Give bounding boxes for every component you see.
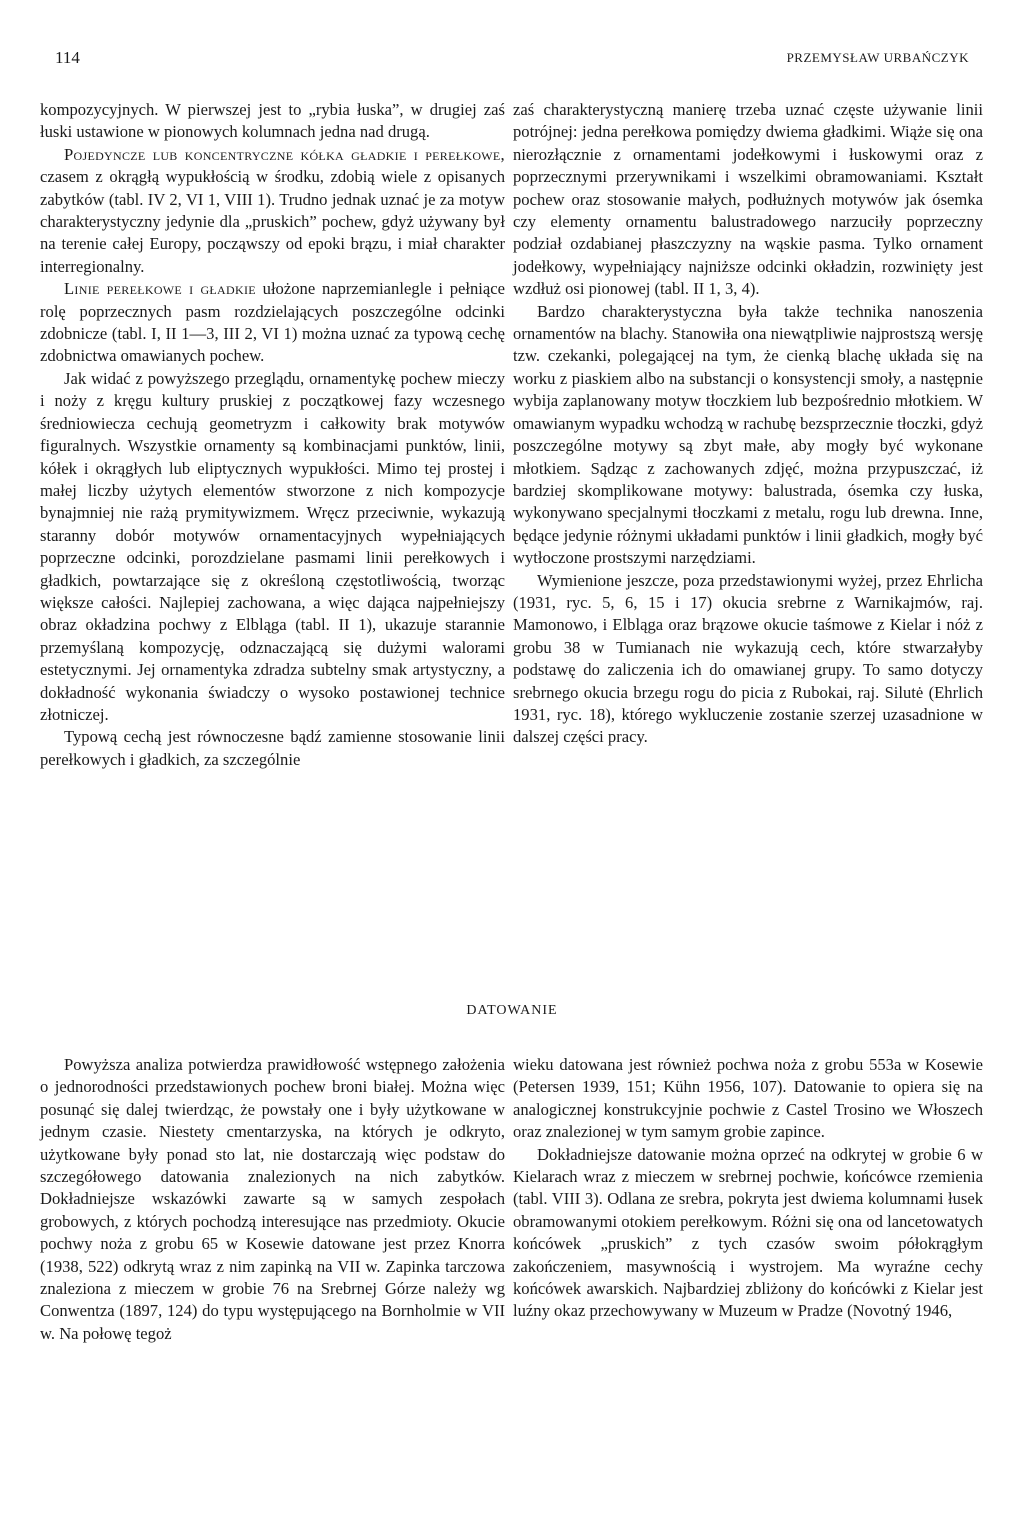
paragraph: Powyższa analiza potwierdza prawidłowość wstępnego założenia o jednorodności przedstawionych pochew broni białej. Można więc posunąć się dalej twierdząc, że powstały one i były użytkowane w jednym czasie. Niestety cmentarzyska, na których je odkryto, użytkowane były ponad sto lat, nie dostarczają więc podstaw do szczegółowego datowania znalezionych na nich zabytków. Dokładniejsze wskazówki zawarte są w samych zespołach grobowych, z których pochodzą interesujące nas przedmioty. Okucie pochwy noża z grobu 65 w Kosewie datowane jest przez Knorra (1938, 522) odkrytą wraz z nim zapinką na VII w. Zapinka tarczowa znaleziona z mieczem w grobie 76 na Srebrnej Górze należy wg Conwentza (1897, 124) do typu występującego na Bornholmie w VII w. Na połowę tegoż xyxy=(40,1055,505,1343)
paragraph xyxy=(40,278,505,368)
paragraph: Bardzo charakterystyczna była także technika nanoszenia ornamentów na blachy. Stanowiła ona niewątpliwie najprostszą wersję tzw. czekanki, polegającej na tym, że cienką blachę układa się na worku z piaskiem albo na substancji o konsystencji smoły, a następnie wybija zaplanowany motyw tłoczkiem lub bezpośrednio młotkiem. W omawianym wypadku wchodzą w rachubę bezsprzecznie tłoczki, gdyż poszczególne motywy są zbyt małe, aby mogły być wykonane młotkiem. Sądząc z zachowanych zdjęć, można przypuszczać, iż bardziej skomplikowane motywy: balustrada, ósemka czy łuska, wykonywano specjalnymi tłoczkami z metalu, rogu lub drewna. Inne, będące jedynie różnymi układami punktów i linii gładkich, mogły być wytłoczone prostszymi narzędziami. xyxy=(513,301,983,568)
paragraph: Typową cechą jest równoczesne bądź zamienne stosowanie linii perełkowych i gładkich, za szczególnie xyxy=(40,727,505,769)
paragraph: kompozycyjnych. W pierwszej jest to „rybia łuska”, w drugiej zaś łuski ustawione w pionowych kolumnach jedna nad drugą. xyxy=(40,100,505,142)
paragraph: Dokładniejsze datowanie można oprzeć na odkrytej w grobie 6 w Kielarach wraz z mieczem w srebrnej pochwie, końcówce rzemienia (tabl. VIII 3). Odlana ze srebra, pokryta jest dwiema kolumnami łusek obramowanymi otokiem perełkowym. Różni się ona od lancetowatych końcówek „pruskich” z tych czasów swoim półokrągłym zakończeniem, masywnością i wystrojem. Ma wyraźne cechy końcówek awarskich. Najbardziej zbliżony do końcówki z Kielar jest luźny okaz przechowywany w Muzeum w Pradze (Novotný 1946, xyxy=(513,1144,983,1321)
page-header xyxy=(55,48,969,72)
text-column-bottom-left xyxy=(40,1054,505,1345)
page-number: 114 xyxy=(55,48,80,67)
section-heading: DATOWANIE xyxy=(466,1003,558,1018)
paragraph-lead: Linie perełkowe i gładkie xyxy=(64,279,256,299)
paragraph xyxy=(40,144,505,278)
paragraph-text: ułożone naprzemianlegle i pełniące rolę poprzecznych pasm rozdzielających poszczególne odcinki zdobnicze (tabl. I, II 1—3, III 2, VI 1) można uznać za typową cechę zdobnictwa omawianych pochew. xyxy=(40,279,505,366)
paragraph: Jak widać z powyższego przeglądu, ornamentykę pochew mieczy i noży z kręgu kultury pruskiej z początkowej fazy wczesnego średniowiecza cechują geometryzm i całkowity brak motywów figuralnych. Wszystkie ornamenty są kombinacjami punktów, linii, kółek i okrągłych lub eliptycznych wypukłości. Mimo tej prostej i małej liczby użytych elementów stworzone z nich kompozycje bynajmniej nie rażą prymitywizmem. Wręcz przeciwnie, wykazują staranny dobór motywów ornamentacyjnych wypełniających poprzeczne odcinki, porozdzielane pasmami linii perełkowych i gładkich, powtarzające się z określoną częstotliwością, tworząc większe całości. Najlepiej zachowana, a więc dająca najpełniejszy obraz okładzina pochwy z Elbląga (tabl. II 1), ukazuje starannie przemyślaną kompozycję, odznaczającą się dużymi walorami estetycznymi. Jej ornamentyka zdradza subtelny smak artystyczny, a dokładność wykonania świadczy o wysoko postawionej technice złotniczej. xyxy=(40,368,505,724)
paragraph-text: czasem z okrągłą wypukłością w środku, zdobią wiele z opisanych zabytków (tabl. IV 2, VI 1, VIII 1). Trudno jednak uznać je za motyw charakterystyczny jedynie dla „pruskich” pochew, gdyż używany był na terenie całej Europy, począwszy od epoki brązu, i miał charakter interregionalny. xyxy=(40,167,505,276)
paragraph: wieku datowana jest również pochwa noża z grobu 553a w Kosewie (Petersen 1939, 151; Kühn 1956, 107). Datowanie to opiera się na analogicznej konstrukcyjnie pochwie z Castel Trosino we Włoszech oraz znalezionej w tym samym grobie zapince. xyxy=(513,1055,983,1142)
text-column-top-left xyxy=(40,99,505,771)
paragraph: Wymienione jeszcze, poza przedstawionymi wyżej, przez Ehrlicha (1931, ryc. 5, 6, 15 i 17) okucia srebrne z Warnikajmów, raj. Mamonowo, i Elbląga oraz brązowe okucie taśmowe z Kielar i nóż z grobu 38 w Tumianach nie wykazują cech, które stwarzałyby podstawę do zaliczenia ich do omawianej grupy. To samo dotyczy srebrnego okucia brzegu rogu do picia z Rubokai, raj. Silutė (Ehrlich 1931, ryc. 18), którego wykluczenie zostanie szerzej uzasadnione w dalszej części pracy. xyxy=(513,570,983,747)
text-column-top-right xyxy=(513,99,983,749)
running-head: PRZEMYSŁAW URBAŃCZYK xyxy=(786,50,969,65)
text-column-bottom-right xyxy=(513,1054,983,1323)
paragraph: zaś charakterystyczną manierę trzeba uznać częste używanie linii potrójnej: jedna perełkowa pomiędzy dwiema gładkimi. Wiąże się ona nierozłącznie z ornamentami jodełkowymi i łuskowymi oraz z poprzecznymi przerywnikami i wszelkimi obramowaniami. Kształt pochew oraz stosowanie małych, podłużnych motywów jak ósemka czy elementy ornamentu balustradowego narzuciły poprzeczny podział ozdabianej płaszczyzny na wąskie pasma. Tylko ornament jodełkowy, wypełniający najniższe odcinki okładzin, rozwinięty jest wzdłuż osi pionowej (tabl. II 1, 3, 4). xyxy=(513,100,983,299)
paragraph-lead: Pojedyncze lub koncentryczne kółka gładkie i perełkowe, xyxy=(64,144,505,164)
